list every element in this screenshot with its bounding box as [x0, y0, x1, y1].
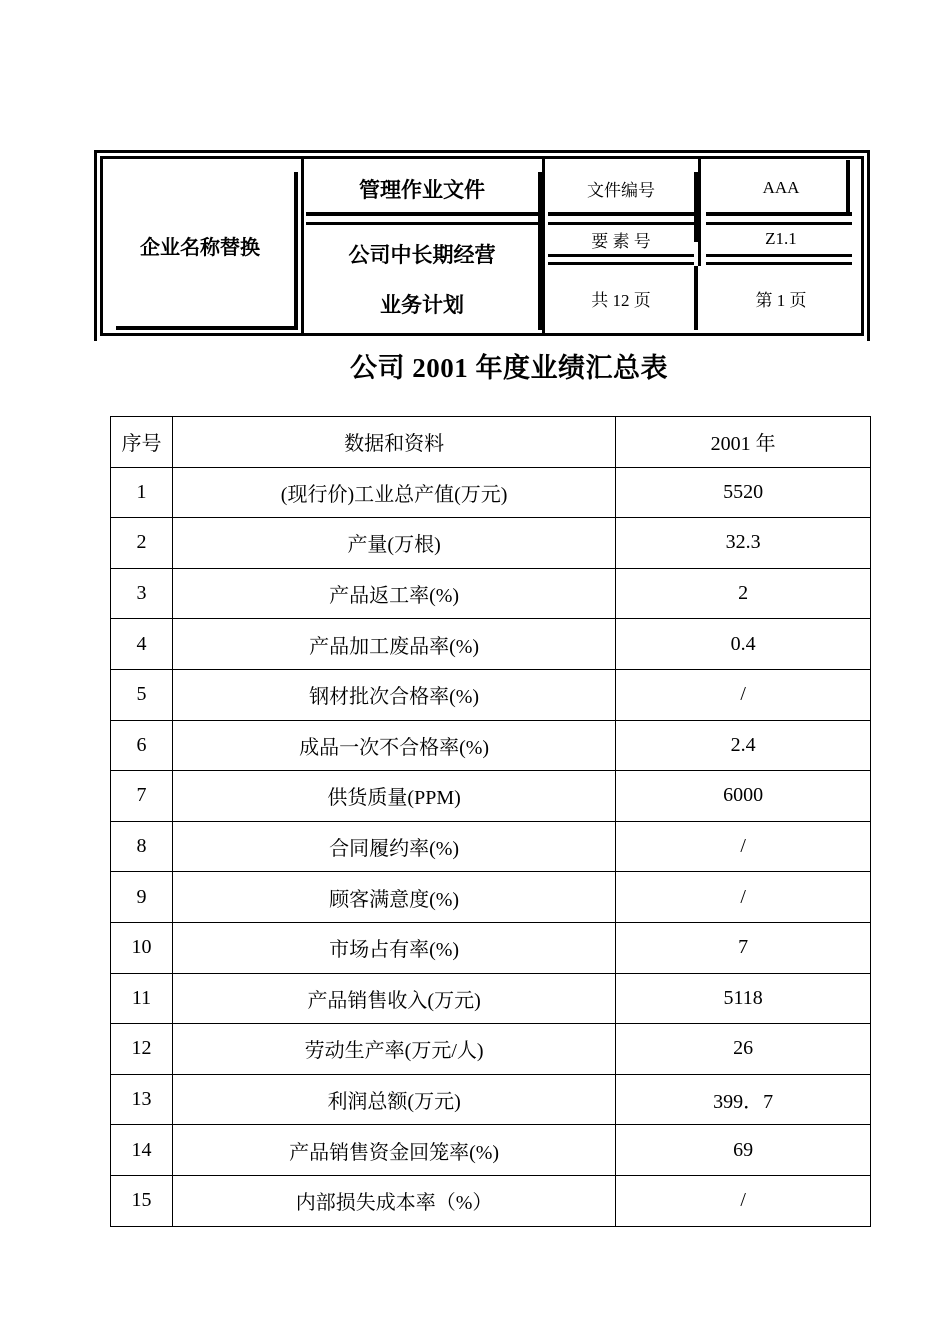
page-number: 第 1 页 [755, 290, 807, 310]
document-type: 管理作业文件 [359, 178, 485, 202]
table-row [111, 720, 871, 771]
divider [706, 212, 852, 216]
file-no-value: AAA [762, 178, 800, 197]
file-no-label: 文件编号 [587, 180, 655, 200]
cell-item: 顾客满意度(%) [172, 872, 615, 923]
cell-value: 2.4 [616, 720, 871, 771]
cell-index: 3 [111, 568, 173, 619]
cell-index: 9 [111, 872, 173, 923]
cell-item: 产量(万根) [172, 518, 615, 569]
cell-value: / [616, 872, 871, 923]
page-title: 公司 2001 年度业绩汇总表 [350, 353, 668, 383]
divider [542, 156, 545, 336]
divider [306, 222, 538, 225]
element-no-value: Z1.1 [765, 229, 797, 248]
cell-index: 2 [111, 518, 173, 569]
cell-index: 13 [111, 1074, 173, 1125]
cell-index: 5 [111, 669, 173, 720]
total-pages: 共 12 页 [591, 290, 651, 310]
cell-item: 合同履约率(%) [172, 821, 615, 872]
cell-value: 32.3 [616, 518, 871, 569]
cell-value: 6000 [616, 771, 871, 822]
company-name: 企业名称替换 [140, 234, 260, 259]
document-title-line2: 业务计划 [380, 293, 464, 317]
table-row [111, 1125, 871, 1176]
divider [706, 254, 852, 257]
cell-value: 5520 [616, 467, 871, 518]
table-row [111, 922, 871, 973]
cell-item: 钢材批次合格率(%) [172, 669, 615, 720]
cell-item: 供货质量(PPM) [172, 771, 615, 822]
cell-item: 市场占有率(%) [172, 922, 615, 973]
cell-value: 399．7 [616, 1074, 871, 1125]
performance-table [110, 416, 871, 1227]
cell-index: 6 [111, 720, 173, 771]
table-row [111, 568, 871, 619]
cell-index: 12 [111, 1024, 173, 1075]
cell-item: 产品返工率(%) [172, 568, 615, 619]
cell-item: 产品加工废品率(%) [172, 619, 615, 670]
table-row [111, 1074, 871, 1125]
cell-value: / [616, 821, 871, 872]
cell-value: 0.4 [616, 619, 871, 670]
table-row [111, 518, 871, 569]
table-row [111, 821, 871, 872]
column-header-item: 数据和资料 [172, 417, 615, 468]
cell-item: 成品一次不合格率(%) [172, 720, 615, 771]
element-no-label: 要 素 号 [591, 231, 651, 251]
column-header-index: 序号 [111, 417, 173, 468]
table-row [111, 467, 871, 518]
cell-index: 14 [111, 1125, 173, 1176]
divider [698, 156, 701, 266]
document-header [94, 150, 870, 342]
cell-value: 2 [616, 568, 871, 619]
cell-item: 利润总额(万元) [172, 1074, 615, 1125]
cell-item: 内部损失成本率（%） [172, 1175, 615, 1226]
cell-item: 产品销售收入(万元) [172, 973, 615, 1024]
cell-value: 26 [616, 1024, 871, 1075]
cell-value: / [616, 1175, 871, 1226]
cell-value: 7 [616, 922, 871, 973]
cell-index: 10 [111, 922, 173, 973]
table-row [111, 771, 871, 822]
table-row [111, 973, 871, 1024]
cell-value: 69 [616, 1125, 871, 1176]
divider [694, 266, 698, 330]
table-row [111, 872, 871, 923]
divider [301, 156, 304, 336]
table-body [111, 467, 871, 1226]
table-row [111, 1175, 871, 1226]
divider [548, 254, 694, 257]
cell-index: 8 [111, 821, 173, 872]
cell-item: (现行价)工业总产值(万元) [172, 467, 615, 518]
table-row [111, 1024, 871, 1075]
cell-index: 4 [111, 619, 173, 670]
cell-index: 7 [111, 771, 173, 822]
divider [706, 262, 852, 265]
divider [548, 262, 694, 265]
cell-item: 产品销售资金回笼率(%) [172, 1125, 615, 1176]
document-title [306, 226, 538, 334]
cell-index: 1 [111, 467, 173, 518]
cell-value: 5118 [616, 973, 871, 1024]
column-header-year: 2001 年 [616, 417, 871, 468]
cell-index: 11 [111, 973, 173, 1024]
table-row [111, 619, 871, 670]
cell-index: 15 [111, 1175, 173, 1226]
cell-value: / [616, 669, 871, 720]
divider [548, 212, 694, 216]
table-row [111, 669, 871, 720]
document-title-line1: 公司中长期经营 [348, 243, 496, 267]
cell-item: 劳动生产率(万元/人) [172, 1024, 615, 1075]
table-header-row [111, 417, 871, 468]
